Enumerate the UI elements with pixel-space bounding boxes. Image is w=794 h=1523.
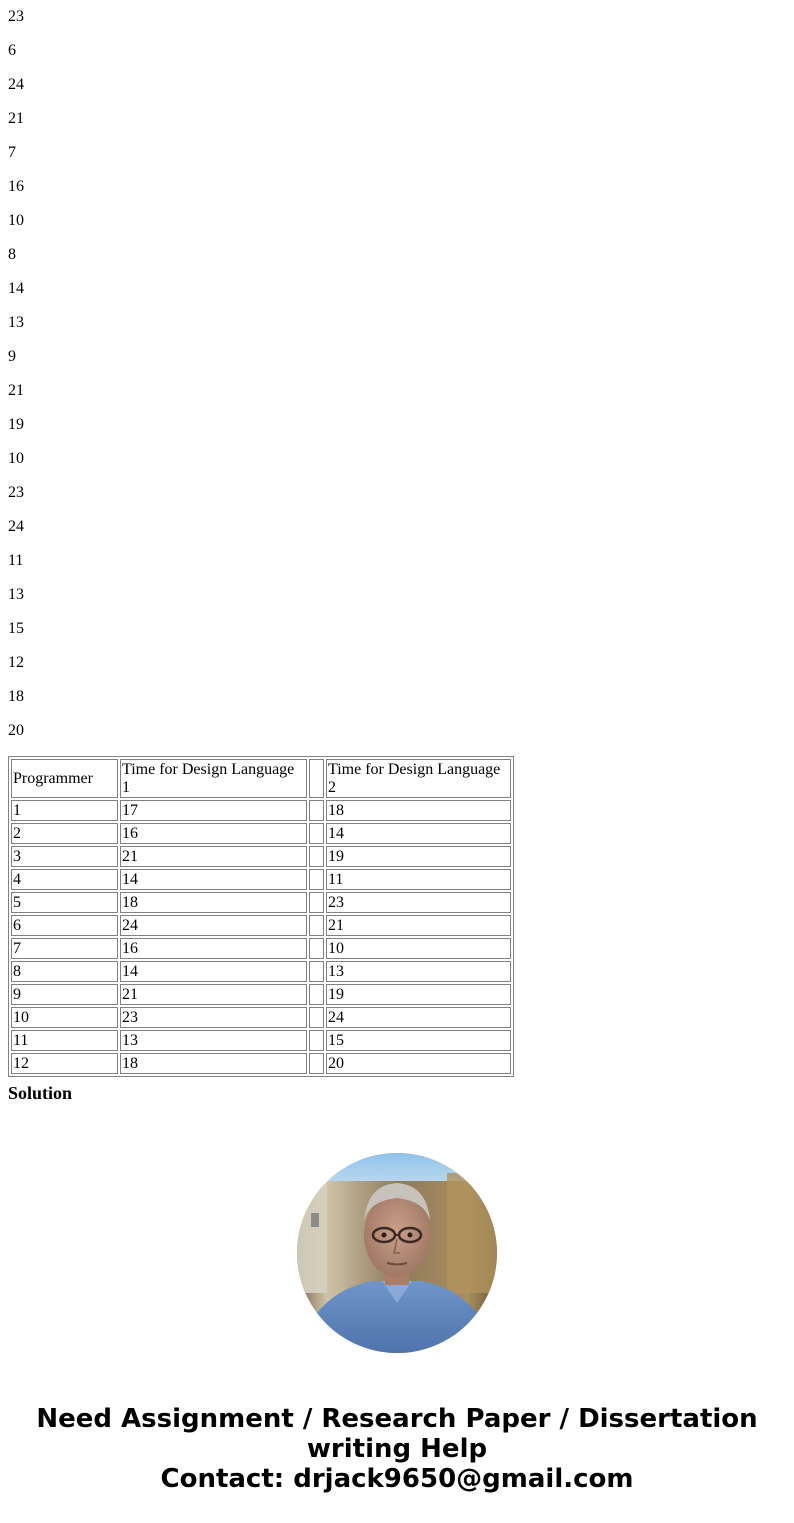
table-row [11, 938, 511, 959]
number-item: 13 [8, 586, 24, 603]
number-item: 24 [8, 76, 24, 93]
cell-time-language-1: 16 [120, 938, 307, 959]
table-row [11, 1030, 511, 1051]
header-empty [309, 759, 324, 798]
table-row [11, 1007, 511, 1028]
number-item: 21 [8, 382, 24, 399]
number-item: 20 [8, 722, 24, 739]
cell-empty [309, 1007, 324, 1028]
table-row [11, 823, 511, 844]
cell-time-language-2: 14 [326, 823, 511, 844]
number-item: 13 [8, 314, 24, 331]
cell-programmer: 2 [11, 823, 118, 844]
cell-time-language-2: 19 [326, 846, 511, 867]
cell-empty [309, 823, 324, 844]
number-item: 16 [8, 178, 24, 195]
number-list [8, 0, 208, 748]
cell-empty [309, 1053, 324, 1074]
cell-time-language-1: 21 [120, 846, 307, 867]
promo-line-1: Need Assignment / Research Paper / Dissertation [36, 1404, 758, 1434]
table-row [11, 961, 511, 982]
cell-programmer: 4 [11, 869, 118, 890]
cell-programmer: 10 [11, 1007, 118, 1028]
cell-time-language-2: 15 [326, 1030, 511, 1051]
number-item: 11 [8, 552, 24, 569]
cell-programmer: 1 [11, 800, 118, 821]
cell-programmer: 11 [11, 1030, 118, 1051]
cell-time-language-1: 21 [120, 984, 307, 1005]
number-item: 6 [8, 42, 16, 59]
cell-time-language-2: 24 [326, 1007, 511, 1028]
cell-empty [309, 800, 324, 821]
cell-time-language-2: 20 [326, 1053, 511, 1074]
number-item: 12 [8, 654, 24, 671]
cell-time-language-1: 14 [120, 869, 307, 890]
cell-programmer: 12 [11, 1053, 118, 1074]
cell-time-language-1: 14 [120, 961, 307, 982]
table-row [11, 1053, 511, 1074]
cell-programmer: 7 [11, 938, 118, 959]
table-row [11, 800, 511, 821]
cell-time-language-2: 23 [326, 892, 511, 913]
cell-programmer: 6 [11, 915, 118, 936]
cell-programmer: 3 [11, 846, 118, 867]
cell-time-language-1: 24 [120, 915, 307, 936]
number-item: 18 [8, 688, 24, 705]
solution-heading: Solution [8, 1083, 73, 1103]
cell-time-language-2: 18 [326, 800, 511, 821]
cell-time-language-2: 13 [326, 961, 511, 982]
cell-time-language-1: 16 [120, 823, 307, 844]
cell-programmer: 5 [11, 892, 118, 913]
table-row [11, 869, 511, 890]
cell-empty [309, 961, 324, 982]
cell-time-language-1: 18 [120, 1053, 307, 1074]
number-item: 8 [8, 246, 16, 263]
cell-time-language-1: 17 [120, 800, 307, 821]
header-time-language-1: Time for Design Language 1 [120, 759, 307, 798]
cell-time-language-1: 18 [120, 892, 307, 913]
header-time-language-2: Time for Design Language 2 [326, 759, 511, 798]
table-header-row [11, 759, 511, 798]
cell-time-language-2: 21 [326, 915, 511, 936]
header-programmer: Programmer [11, 759, 118, 798]
cell-empty [309, 915, 324, 936]
cell-time-language-1: 23 [120, 1007, 307, 1028]
cell-empty [309, 869, 324, 890]
cell-programmer: 9 [11, 984, 118, 1005]
cell-time-language-2: 19 [326, 984, 511, 1005]
promo-contact: Contact: drjack9650@gmail.com [160, 1464, 634, 1494]
cell-time-language-2: 10 [326, 938, 511, 959]
author-portrait-image [297, 1153, 497, 1353]
number-item: 10 [8, 450, 24, 467]
table-row [11, 984, 511, 1005]
number-item: 14 [8, 280, 24, 297]
table-row [11, 915, 511, 936]
cell-time-language-2: 11 [326, 869, 511, 890]
number-item: 24 [8, 518, 24, 535]
number-item: 21 [8, 110, 24, 127]
promo-line-2: writing Help [306, 1434, 488, 1464]
number-item: 7 [8, 144, 16, 161]
cell-empty [309, 984, 324, 1005]
cell-time-language-1: 13 [120, 1030, 307, 1051]
cell-empty [309, 892, 324, 913]
table-row [11, 846, 511, 867]
cell-empty [309, 1030, 324, 1051]
promo-banner [0, 1404, 794, 1494]
cell-empty [309, 846, 324, 867]
number-item: 23 [8, 484, 24, 501]
number-item: 10 [8, 212, 24, 229]
author-avatar [297, 1153, 497, 1353]
table-row [11, 892, 511, 913]
number-item: 9 [8, 348, 16, 365]
cell-empty [309, 938, 324, 959]
number-item: 15 [8, 620, 24, 637]
cell-programmer: 8 [11, 961, 118, 982]
number-item: 23 [8, 8, 24, 25]
programmer-times-table [8, 756, 514, 1077]
number-item: 19 [8, 416, 24, 433]
